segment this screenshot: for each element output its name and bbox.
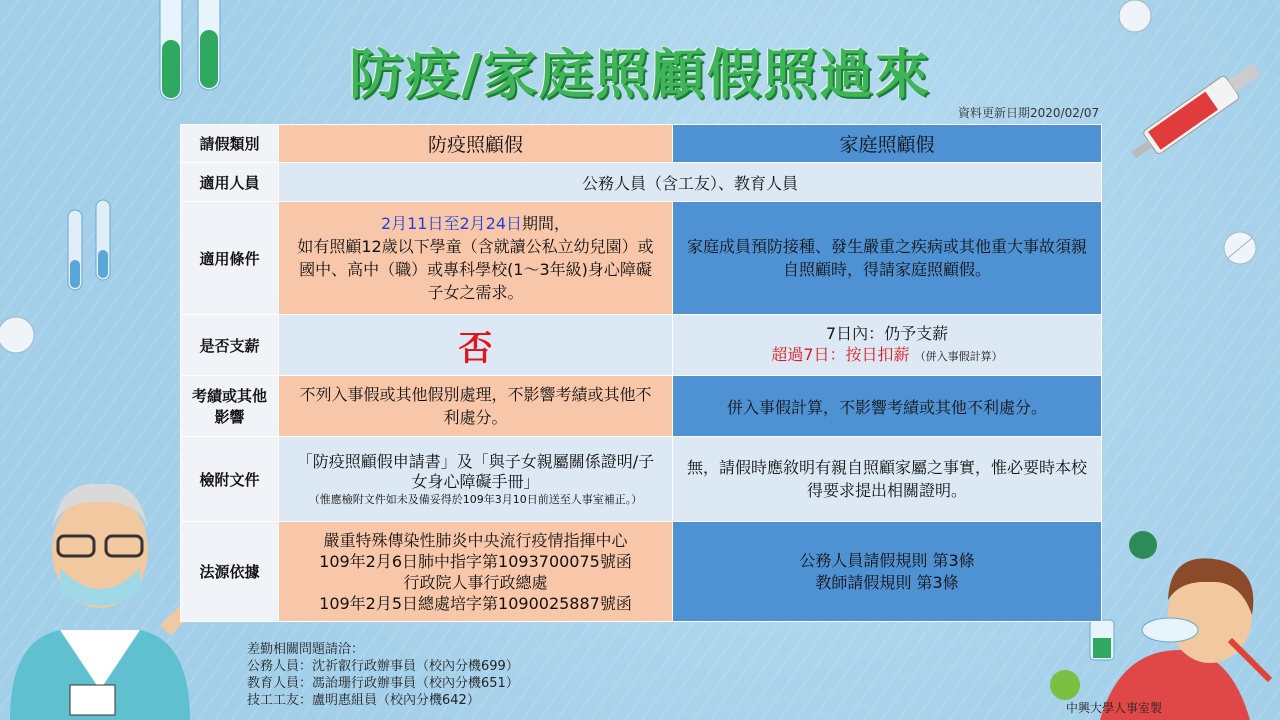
date-range: 2月11日至2月24日 <box>380 214 523 233</box>
performance-family: 併入事假計算，不影響考績或其他不利處分。 <box>673 376 1102 437</box>
documents-epidemic: 「防疫照顧假申請書」及「與子女親屬關係證明/子女身心障礙手冊」 （惟應檢附文件如未及備妥得於109年3月10日前送至人事室補正。） <box>279 437 673 522</box>
legal-family: 公務人員請假規則 第3條 教師請假規則 第3條 <box>673 522 1102 622</box>
doctor-illustration <box>0 460 210 720</box>
update-date: 資料更新日期2020/02/07 <box>958 106 1100 120</box>
documents-family: 無，請假時應敘明有親自照顧家屬之事實，惟必要時本校得要求提出相關證明。 <box>673 437 1102 522</box>
maker-credit: 中興大學人事室製 <box>1066 701 1163 715</box>
table-row <box>181 125 1102 163</box>
row-label: 檢附文件 <box>181 437 279 522</box>
conditions-family: 家庭成員預防接種、發生嚴重之疾病或其他重大事故須親自照顧時，得請家庭照顧假。 <box>673 202 1102 315</box>
pill-icon <box>0 310 40 360</box>
pill-icon <box>1220 228 1260 268</box>
page-title: 防疫/家庭照顧假照過來 <box>349 43 931 106</box>
pay-family: 7日內：仍予支薪 超過7日：按日扣薪 （併入事假計算） <box>673 315 1102 376</box>
table-row <box>181 376 1102 437</box>
deduction-text: 超過7日：按日扣薪 <box>771 345 910 364</box>
pay-epidemic <box>279 315 673 376</box>
row-label: 考績或其他影響 <box>181 376 279 437</box>
performance-epidemic: 不列入事假或其他假別處理，不影響考績或其他不利處分。 <box>279 376 673 437</box>
column-header-family: 家庭照顧假 <box>673 125 1102 163</box>
contact-info: 差勤相關問題請洽： 公務人員：沈祈叡行政辦事員（校內分機699） 教育人員：馮詒珊行政辦事員（校內分機651） 技工工友：盧明惠組員（校內分機642） <box>247 642 519 708</box>
applicable-person-value: 公務人員（含工友）、教育人員 <box>279 163 1102 202</box>
virus-icon <box>1118 520 1168 570</box>
row-label: 適用條件 <box>181 202 279 315</box>
row-label: 請假類別 <box>181 125 279 163</box>
conditions-epidemic: 2月11日至2月24日期間， 如有照顧12歲以下學童（含就讀公私立幼兒園）或國中、高中（職）或專科學校(1～3年級)身心障礙子女之需求。 <box>279 202 673 315</box>
row-label: 是否支薪 <box>181 315 279 376</box>
table-row <box>181 163 1102 202</box>
vial-illustration <box>60 190 120 300</box>
table-row <box>181 202 1102 315</box>
table-row <box>181 315 1102 376</box>
row-label: 適用人員 <box>181 163 279 202</box>
column-header-epidemic: 防疫照顧假 <box>279 125 673 163</box>
no-pay-mark: 否 <box>458 328 493 369</box>
table-row <box>181 522 1102 622</box>
legal-epidemic: 嚴重特殊傳染性肺炎中央流行疫情指揮中心 109年2月6日肺中指字第1093700075號函 行政院人事行政總處 109年2月5日總處培字第1090025887號函 <box>279 522 673 622</box>
table-row <box>181 437 1102 522</box>
row-label: 法源依據 <box>181 522 279 622</box>
leave-comparison-table <box>180 124 1102 622</box>
